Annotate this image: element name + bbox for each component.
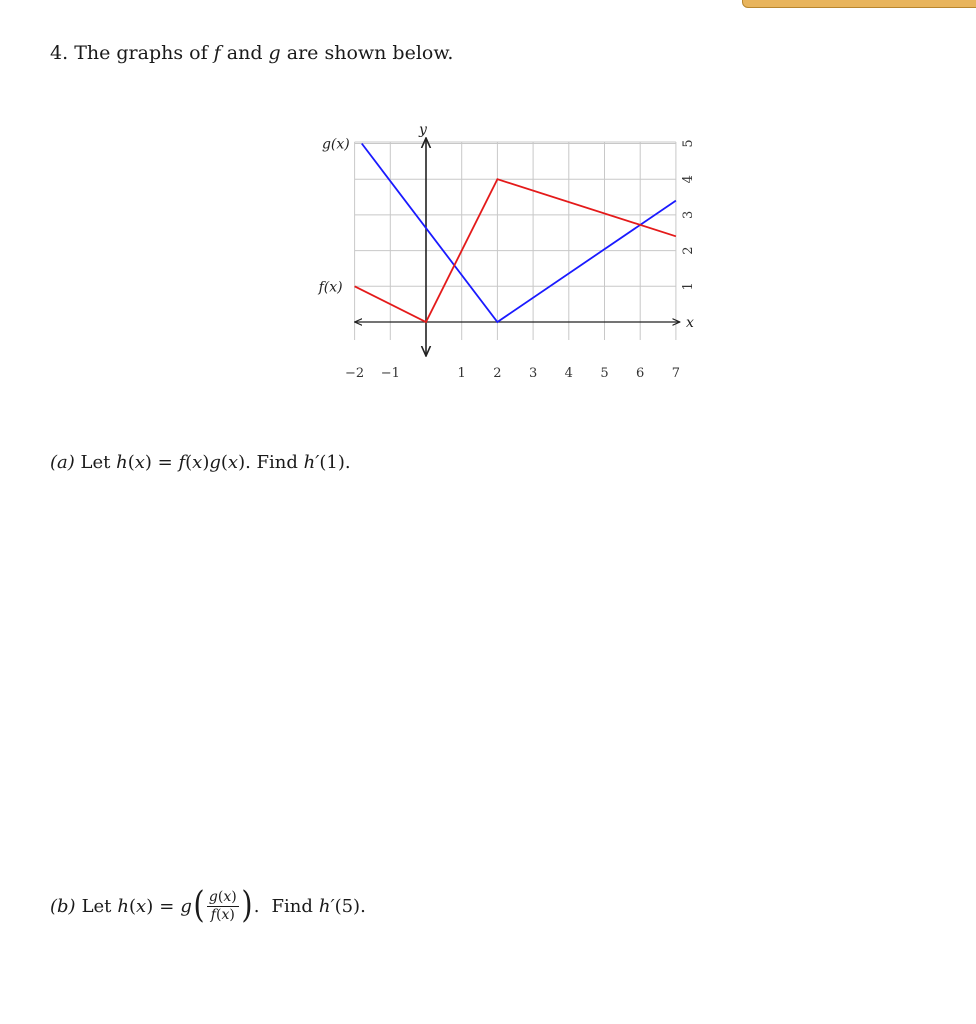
- part-b-num-x: x: [223, 889, 232, 906]
- part-b-den-f: f: [210, 906, 216, 923]
- part-a: (a) Let h(x) = f(x)g(x). Find h′(1).: [50, 452, 351, 473]
- part-b-at: 5: [341, 895, 354, 917]
- problem-number: 4.: [50, 42, 69, 64]
- x-tick-label: 4: [564, 366, 573, 381]
- g-symbol: g: [268, 42, 281, 64]
- graph: [300, 118, 720, 388]
- heading-pre: The graphs of: [74, 42, 208, 64]
- x-tick-label: 5: [600, 366, 609, 381]
- y-tick-label: 4: [680, 175, 696, 184]
- corner-tab: [742, 0, 976, 8]
- x-axis-label: x: [685, 315, 694, 331]
- part-a-label: (a): [50, 452, 75, 473]
- part-b-num-g: g: [208, 889, 218, 906]
- y-tick-label: 5: [680, 139, 696, 148]
- part-a-let: Let: [80, 452, 111, 473]
- part-a-at: 1: [326, 452, 338, 473]
- x-tick-label: 2: [493, 366, 502, 381]
- problem-heading: [50, 42, 453, 64]
- graph-svg: [300, 118, 720, 388]
- part-b-eq: =: [159, 895, 175, 917]
- part-b-g-outer: g: [180, 895, 192, 917]
- part-a-hprime: h′: [303, 452, 320, 473]
- part-a-g: g: [209, 452, 221, 473]
- part-b: (b) Let h ( x ) = g ( $\frac{g(x)}{f(x)}$ ) . Find h′ ( 5 ).: [50, 885, 366, 926]
- part-a-find: Find: [256, 452, 298, 473]
- y-axis-label: y: [419, 122, 427, 138]
- part-b-label: (b): [50, 895, 76, 917]
- part-b-fraction: $\frac{g(x)}{f(x)}$: [208, 889, 237, 923]
- series-label-gx: g(x): [321, 136, 350, 153]
- part-b-hprime: h′: [318, 895, 335, 917]
- part-a-f: f: [178, 452, 186, 473]
- part-a-x3: x: [227, 452, 239, 473]
- part-a-h: h: [116, 452, 128, 473]
- x-tick-label: −1: [380, 366, 400, 381]
- part-b-x1: x: [136, 895, 147, 917]
- series-label-fx: f(x): [318, 279, 343, 296]
- series-line-gx: [362, 144, 676, 323]
- part-a-eq: =: [157, 452, 173, 473]
- heading-post: are shown below.: [286, 42, 454, 64]
- part-b-find: Find: [271, 895, 313, 917]
- part-b-let: Let: [81, 895, 112, 917]
- x-tick-label: 7: [671, 366, 681, 381]
- x-tick-label: 3: [528, 366, 538, 381]
- y-tick-label: 3: [680, 210, 696, 220]
- part-b-den-x: x: [221, 906, 230, 923]
- part-a-x2: x: [192, 452, 203, 473]
- heading-and: and: [226, 42, 263, 64]
- x-tick-label: 6: [636, 366, 645, 381]
- f-symbol: f: [213, 42, 221, 64]
- y-tick-label: 1: [680, 282, 696, 291]
- part-b-h: h: [117, 895, 130, 917]
- y-tick-label: 2: [680, 246, 696, 255]
- x-tick-label: −2: [345, 366, 365, 381]
- part-a-x1: x: [134, 452, 145, 473]
- x-tick-label: 1: [457, 366, 466, 381]
